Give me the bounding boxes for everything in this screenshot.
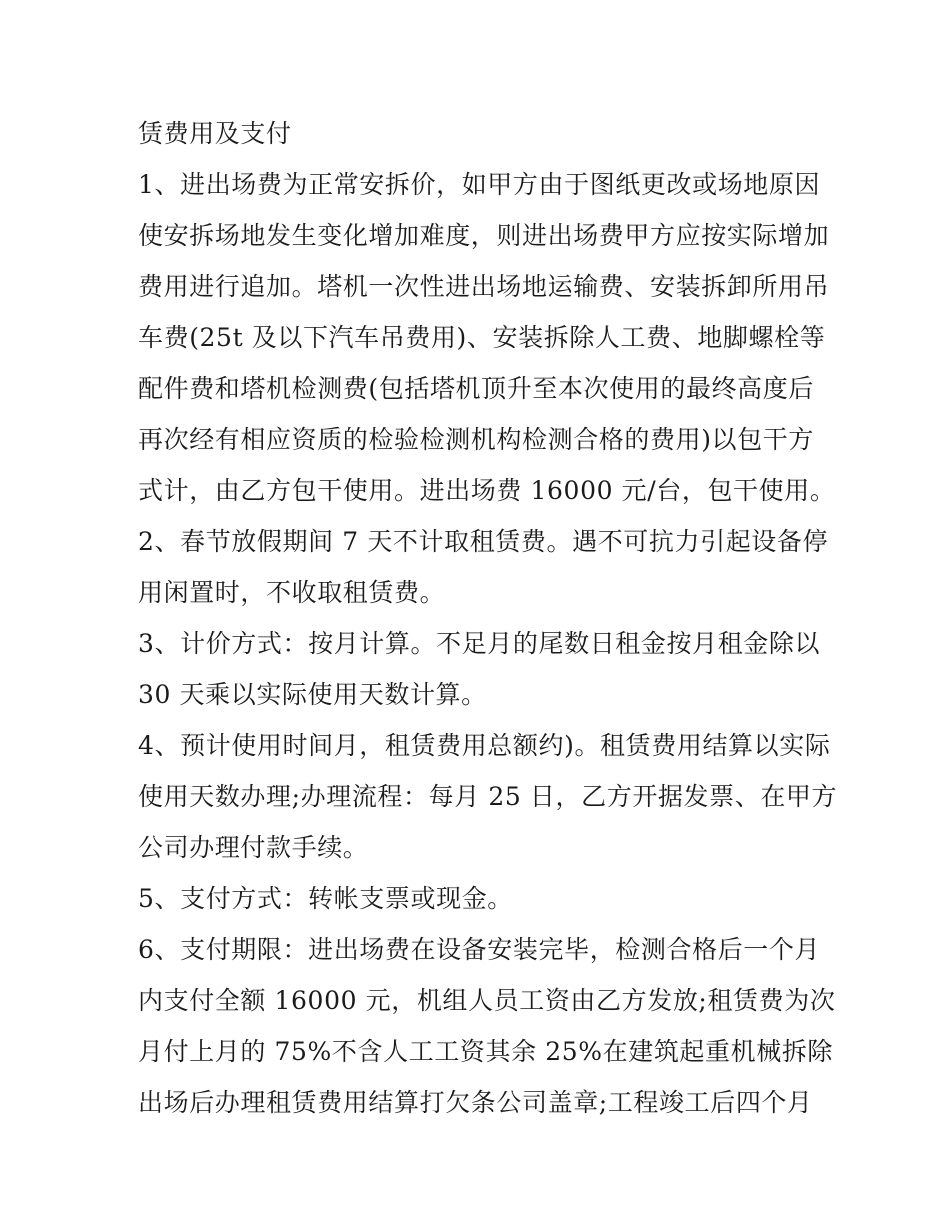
paragraph-line: 2、春节放假期间 7 天不计取租赁费。遇不可抗力引起设备停 [138,527,829,556]
paragraph-line: 配件费和塔机检测费(包括塔机顶升至本次使用的最终高度后 [138,374,814,403]
paragraph-line: 公司办理付款手续。 [138,833,369,862]
paragraph-line: 费用进行追加。塔机一次性进出场地运输费、安装拆卸所用吊 [138,272,830,301]
paragraph-line: 6、支付期限：进出场费在设备安装完毕，检测合格后一个月 [138,935,821,964]
paragraph-line: 30 天乘以实际使用天数计算。 [138,680,487,709]
paragraph-line: 使用天数办理;办理流程：每月 25 日，乙方开据发票、在甲方 [138,782,838,811]
paragraph-line: 3、计价方式：按月计算。不足月的尾数日租金按月租金除以 [138,629,821,658]
paragraph-line: 5、支付方式：转帐支票或现金。 [138,884,513,913]
paragraph-line: 内支付全额 16000 元，机组人员工资由乙方发放;租赁费为次 [138,986,836,1015]
paragraph-line: 月付上月的 75%不含人工工资其余 25%在建筑起重机械拆除 [138,1037,834,1066]
paragraph-line: 再次经有相应资质的检验检测机构检测合格的费用)以包干方 [138,425,814,454]
paragraph-line: 用闲置时，不收取租赁费。 [138,578,446,607]
paragraph-line: 车费(25t 及以下汽车吊费用)、安装拆除人工费、地脚螺栓等 [138,323,826,352]
paragraph-line: 4、预计使用时间月，租赁费用总额约)。租赁费用结算以实际 [138,731,831,760]
section-heading: 赁费用及支付 [138,119,292,148]
paragraph-line: 出场后办理租赁费用结算打欠条公司盖章;工程竣工后四个月 [138,1088,813,1117]
document-body [138,108,838,1128]
paragraph-line: 使安拆场地发生变化增加难度，则进出场费甲方应按实际增加 [138,221,830,250]
paragraph-line: 1、进出场费为正常安拆价，如甲方由于图纸更改或场地原因 [138,170,821,199]
paragraph-line: 式计，由乙方包干使用。进出场费 16000 元/台，包干使用。 [138,476,836,505]
